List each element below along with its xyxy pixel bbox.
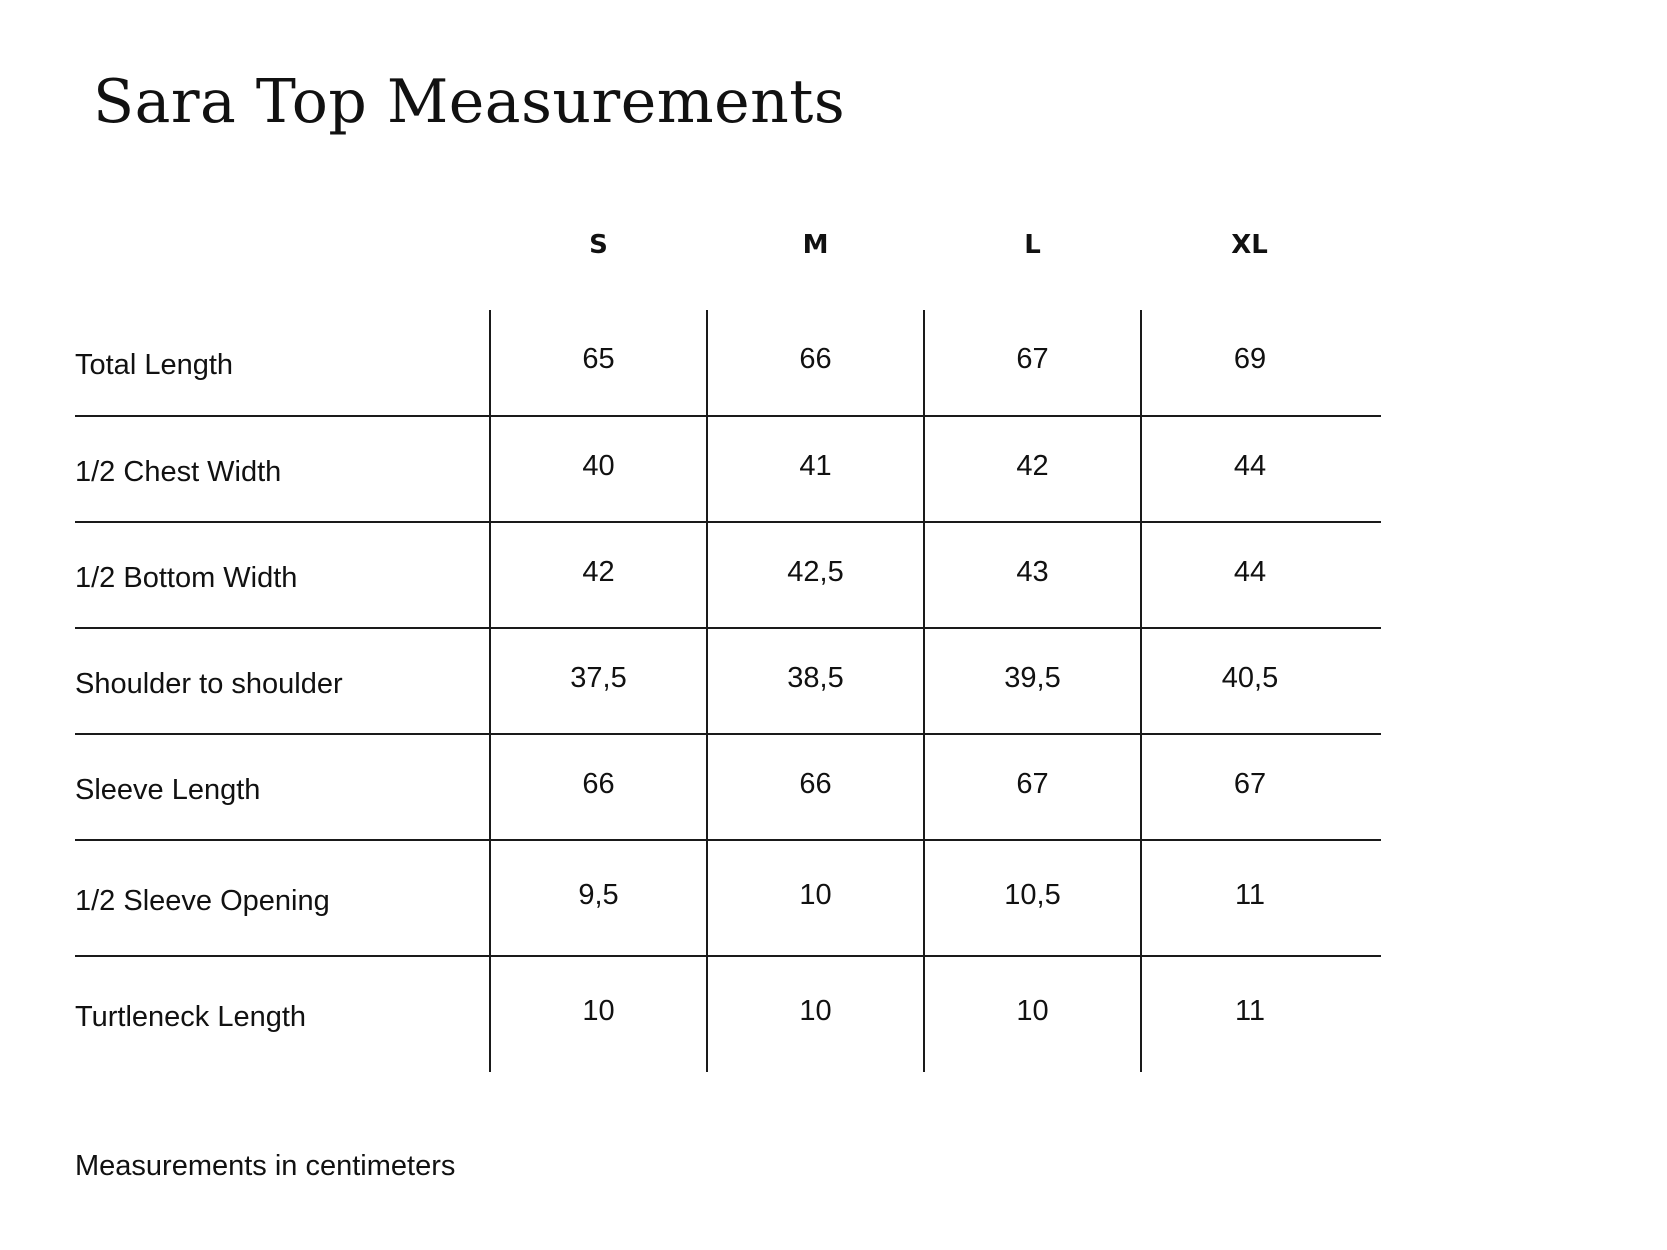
row-label: Total Length	[75, 349, 234, 381]
table-cell: 67	[924, 734, 1141, 840]
units-footnote: Measurements in centimeters	[75, 1150, 456, 1182]
table-cell: 67	[924, 310, 1141, 416]
table-cell: 66	[490, 734, 707, 840]
table-cell: 10	[490, 956, 707, 1072]
row-label: 1/2 Chest Width	[75, 416, 490, 522]
table-cell: 65	[490, 310, 707, 416]
table-cell: 11	[1141, 956, 1381, 1072]
table-cell: 10	[924, 956, 1141, 1072]
table-cell: 40	[490, 416, 707, 522]
table-cell: 10	[707, 956, 924, 1072]
size-header-m: M	[802, 230, 829, 260]
table-cell: 44	[1141, 416, 1381, 522]
table-cell: 67	[1141, 734, 1381, 840]
table-cell: 42	[490, 522, 707, 628]
size-header-l: L	[1024, 230, 1041, 260]
table-cell: 40,5	[1141, 628, 1381, 734]
table-cell: 41	[707, 416, 924, 522]
table-cell: 66	[707, 310, 924, 416]
table-row-turtleneck	[75, 956, 1381, 1072]
row-label: Shoulder to shoulder	[75, 628, 490, 734]
measurements-table	[75, 200, 1381, 1072]
table-cell: 11	[1141, 840, 1381, 956]
size-header-xl: XL	[1231, 230, 1268, 260]
table-row-sleeve-opening	[75, 840, 1381, 956]
row-label: 1/2 Bottom Width	[75, 522, 490, 628]
table-cell: 42,5	[707, 522, 924, 628]
table-cell: 10	[707, 840, 924, 956]
page-title: Sara Top Measurements	[93, 67, 846, 137]
row-label: Sleeve Length	[75, 734, 490, 840]
table-cell: 44	[1141, 522, 1381, 628]
row-label: 1/2 Sleeve Opening	[75, 840, 490, 956]
table-cell: 10,5	[924, 840, 1141, 956]
size-header-s: S	[589, 230, 608, 260]
table-row-chest-width	[75, 416, 1381, 522]
table-row-bottom-width	[75, 522, 1381, 628]
table-cell: 9,5	[490, 840, 707, 956]
table-cell: 66	[707, 734, 924, 840]
table-row-sleeve-length	[75, 734, 1381, 840]
table-row-shoulder	[75, 628, 1381, 734]
header-corner	[75, 200, 490, 310]
table-cell: 38,5	[707, 628, 924, 734]
table-cell: 39,5	[924, 628, 1141, 734]
table-cell: 43	[924, 522, 1141, 628]
table-row-total-length	[75, 310, 1381, 416]
size-header-row	[75, 200, 1381, 310]
table-cell: 69	[1141, 310, 1381, 416]
row-label: Turtleneck Length	[75, 956, 490, 1072]
table-cell: 37,5	[490, 628, 707, 734]
table-cell: 42	[924, 416, 1141, 522]
